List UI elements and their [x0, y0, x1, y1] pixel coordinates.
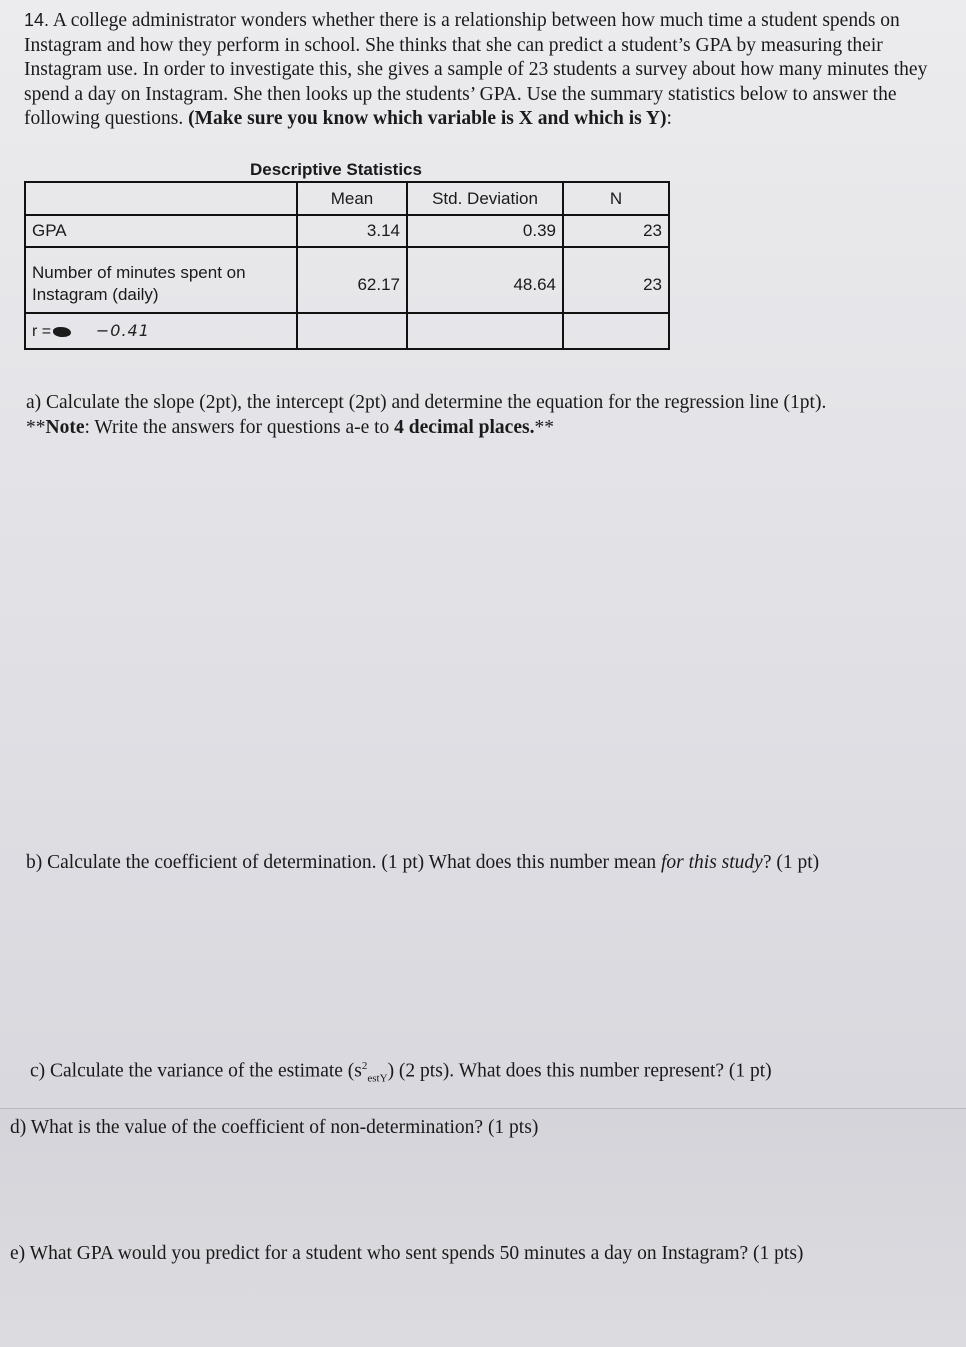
problem-number: 14.: [24, 10, 50, 30]
note-decimal-places: 4 decimal places.: [394, 417, 535, 438]
descriptive-statistics-table: [24, 181, 670, 350]
question-c-subscript: estY: [367, 1072, 388, 1085]
note-prefix: **: [26, 417, 46, 438]
row-label-line1: Number of minutes spent on: [32, 263, 246, 282]
question-a-slope: slope: [153, 392, 195, 413]
note-suffix: **: [534, 417, 554, 438]
question-b-text: ? (1 pt): [762, 852, 820, 873]
table-row: [25, 247, 669, 313]
question-a-text: (2pt) and determine the equation for the regression line (1pt).: [348, 392, 827, 413]
table-row: [25, 215, 669, 247]
problem-text: A college administrator wonders whether there is a relationship between how much time a student spends on Instagram and how they perform in school. She thinks that she can predict a student’s GPA by measuring their Instagram use. In order to investigate this, she gives a sample of 23 students a survey about how many minutes they spend a day on Instagram. She then looks up the students’ GPA. Use the summary statistics below to answer the following questions.: [24, 10, 928, 129]
problem-bold-instruction: (Make sure you know which variable is X and which is Y): [188, 108, 667, 129]
handwritten-correlation: −0.41: [95, 321, 150, 340]
row-label-gpa: GPA: [25, 215, 297, 247]
correlation-row: [25, 313, 669, 349]
header-mean: Mean: [297, 182, 407, 215]
question-a-intercept: intercept: [275, 392, 344, 413]
question-a-text: a) Calculate the: [26, 392, 149, 413]
header-n: N: [563, 182, 669, 215]
note-text: : Write the answers for questions a-e to: [84, 417, 390, 438]
question-c: [30, 1054, 950, 1091]
question-c-superscript: 2: [361, 1060, 368, 1072]
question-b: [26, 850, 956, 875]
empty-cell: [407, 313, 563, 349]
instagram-sd: 48.64: [407, 247, 563, 313]
question-d: [10, 1115, 940, 1140]
question-a-text: (2pt), the: [199, 392, 271, 413]
empty-cell: [563, 313, 669, 349]
table-title: Descriptive Statistics: [250, 160, 422, 179]
question-d-text: d) What is the value of the coefficient of non-determination? (1 pts): [10, 1117, 539, 1138]
problem-statement: [24, 8, 954, 132]
correlation-label: r =: [32, 323, 52, 340]
empty-cell: [297, 313, 407, 349]
table-header-row: [25, 182, 669, 215]
question-b-text: b) Calculate the coefficient of determination. (1 pt) What does this number mean: [26, 852, 657, 873]
header-blank: [25, 182, 297, 215]
instagram-n: 23: [563, 247, 669, 313]
question-e: [10, 1241, 960, 1266]
row-label-line2: Instagram (daily): [32, 285, 159, 304]
gpa-mean: 3.14: [297, 215, 407, 247]
gpa-sd: 0.39: [407, 215, 563, 247]
question-c-text: ) (2 pts). What does this number represent? (1 pt): [387, 1060, 772, 1082]
question-c-text: c) Calculate the variance of the estimate (s: [30, 1060, 362, 1082]
scribble-mark: [53, 327, 71, 337]
correlation-cell: [25, 313, 297, 349]
note-label: Note: [45, 417, 85, 438]
question-e-text: e) What GPA would you predict for a student who sent spends 50 minutes a day on Instagram? (1 pts): [10, 1243, 804, 1264]
header-std-deviation: Std. Deviation: [407, 182, 563, 215]
problem-colon: :: [666, 108, 672, 129]
question-a: [26, 390, 956, 440]
question-b-italic: for this study: [661, 852, 763, 873]
worksheet-lower-page: [0, 1108, 966, 1347]
row-label-instagram: [25, 247, 297, 313]
gpa-n: 23: [563, 215, 669, 247]
instagram-mean: 62.17: [297, 247, 407, 313]
